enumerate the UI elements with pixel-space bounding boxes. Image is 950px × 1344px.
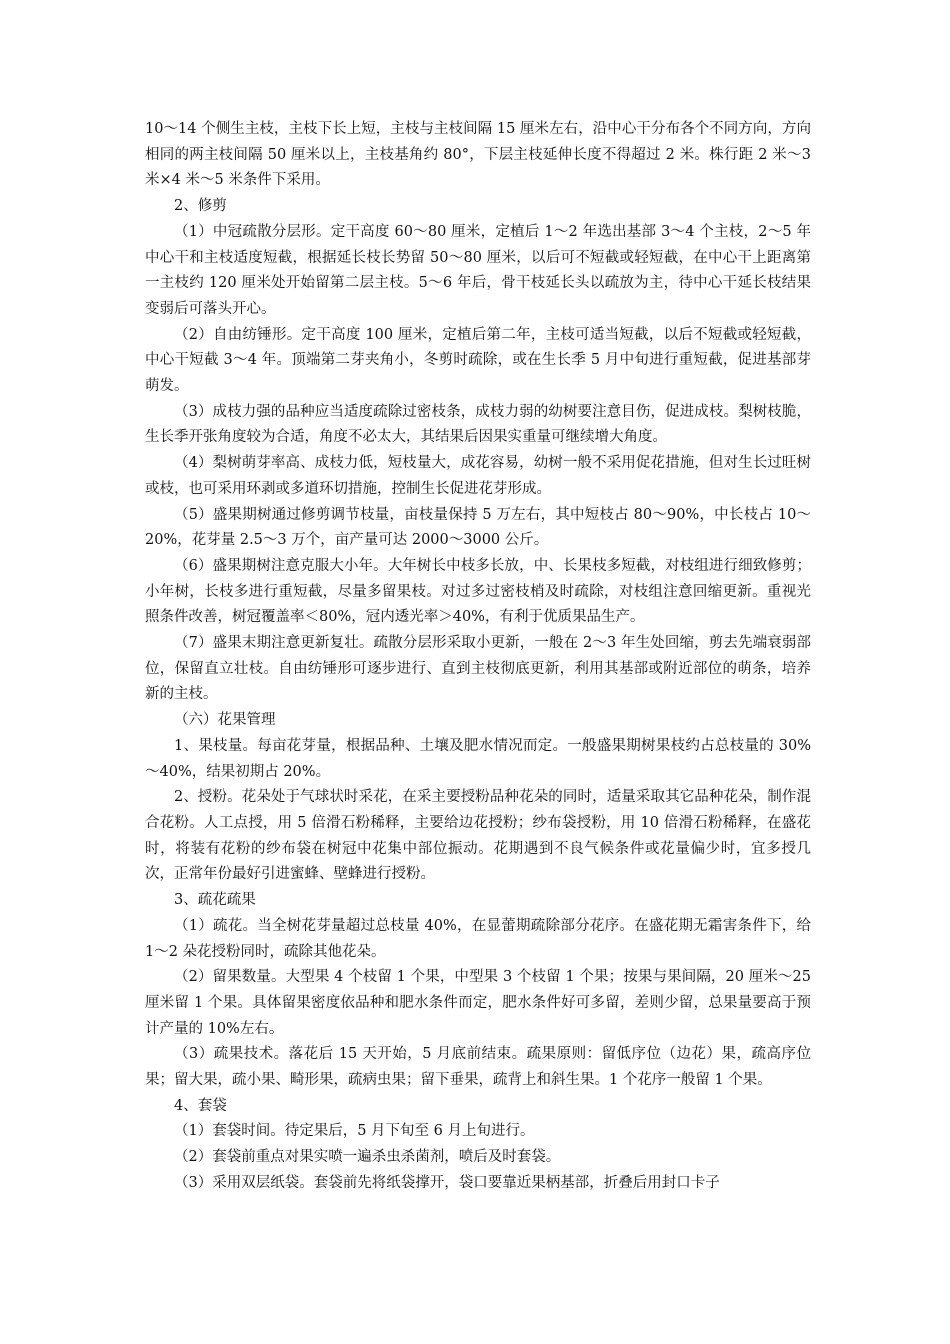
paragraph: （2）套袋前重点对果实喷一遍杀虫杀菌剂，喷后及时套袋。 (174, 1149, 561, 1166)
section-heading: （六）花果管理 (174, 712, 276, 729)
paragraph: 10～14 个侧生主枝，主枝下长上短，主枝与主枝间隔 15 厘米左右，沿中心干分布各个不同方向，方向相同的两主枝间隔 50 厘米以上，主枝基角约 80°，下层主枝延伸长度不得超过 2 米。株行距 2 米～3 米×4 米～5 米条件下采用。 (145, 121, 811, 189)
paragraph: （5）盛果期树通过修剪调节枝量，亩枝量保持 5 万左右，其中短枝占 80～90%，中长枝占 10～20%，花芽量 2.5～3 万个，亩产量可达 2000～3000 公斤。 (145, 506, 811, 549)
paragraph: （3）疏果技术。落花后 15 天开始，5 月底前结束。疏果原则：留低序位（边花）果，疏高序位果；留大果，疏小果、畸形果，疏病虫果；留下垂果，疏背上和斜生果。1 个花序一般留 1 个果。 (145, 1046, 811, 1089)
paragraph: （7）盛果末期注意更新复壮。疏散分层形采取小更新，一般在 2～3 年生处回缩，剪去先端衰弱部位，保留直立壮枝。自由纺锤形可逐步进行、直到主枝彻底更新，利用其基部或附近部位的萌条，培养新的主枝。 (145, 635, 811, 703)
paragraph: 1、果枝量。每亩花芽量，根据品种、土壤及肥水情况而定。一般盛果期树果枝约占总枝量的 30%～40%，结果初期占 20%。 (145, 737, 811, 780)
paragraph: 2、授粉。花朵处于气球状时采花，在采主要授粉品种花朵的同时，适量采取其它品种花朵，制作混合花粉。人工点授，用 5 倍滑石粉稀释，主要给边花授粉；纱布袋授粉，用 10 倍滑石粉稀释，在盛花时，将装有花粉的纱布袋在树冠中花集中部位振动。花期遇到不良气候条件或花量偏少时，宜多授几次，正常年份最好引进蜜蜂、壁蜂进行授粉。 (145, 789, 811, 883)
paragraph: （1）中冠疏散分层形。定干高度 60～80 厘米，定植后 1～2 年选出基部 3～4 个主枝，2～5 年中心干和主枝适度短截，根据延长枝长势留 50～80 厘米，以后可不短截或轻短截，在中心干上距离第一主枝约 120 厘米处开始留第二层主枝。5～6 年后，骨干枝延长头以疏放为主，待中心干延长枝结果变弱后可落头开心。 (145, 223, 811, 317)
paragraph: （6）盛果期树注意克服大小年。大年树长中枝多长放，中、长果枝多短截，对枝组进行细致修剪；小年树，长枝多进行重短截，尽量多留果枝。对过多过密枝梢及时疏除，对枝组注意回缩更新。重视光照条件改善，树冠覆盖率＜80%，冠内透光率＞40%，有利于优质果品生产。 (145, 557, 811, 626)
section-heading: 4、套袋 (174, 1097, 227, 1114)
paragraph: （1）疏花。当全树花芽量超过总枝量 40%，在显蕾期疏除部分花序。在盛花期无霜害条件下，给 1～2 朵花授粉同时，疏除其他花朵。 (145, 917, 811, 960)
paragraph: （3）成枝力强的品种应当适度疏除过密枝条，成枝力弱的幼树要注意目伤，促进成枝。梨树枝脆，生长季开张角度较为合适，角度不必太大，其结果后因果实重量可继续增大角度。 (145, 403, 811, 446)
section-heading: 2、修剪 (174, 198, 227, 215)
paragraph: （1）套袋时间。待定果后，5 月下旬至 6 月上旬进行。 (174, 1123, 535, 1140)
section-heading: 3、疏花疏果 (174, 892, 256, 909)
document-page (145, 117, 811, 1197)
paragraph: （3）采用双层纸袋。套袋前先将纸袋撑开，袋口要靠近果柄基部，折叠后用封口卡子 (174, 1174, 720, 1191)
paragraph: （2）留果数量。大型果 4 个枝留 1 个果，中型果 3 个枝留 1 个果；按果与果间隔，20 厘米～25 厘米留 1 个果。具体留果密度依品种和肥水条件而定，肥水条件好可多留，差则少留，总果量要高于预计产量的 10%左右。 (145, 969, 811, 1037)
paragraph: （4）梨树萌芽率高、成枝力低，短枝量大，成花容易，幼树一般不采用促花措施，但对生长过旺树或枝，也可采用环剥或多道环切措施，控制生长促进花芽形成。 (145, 455, 811, 497)
paragraph: （2）自由纺锤形。定干高度 100 厘米，定植后第二年，主枝可适当短截，以后不短截或轻短截，中心干短截 3～4 年。顶端第二芽夹角小，冬剪时疏除，或在生长季 5 月中旬进行重短截，促进基部芽萌发。 (145, 326, 811, 395)
